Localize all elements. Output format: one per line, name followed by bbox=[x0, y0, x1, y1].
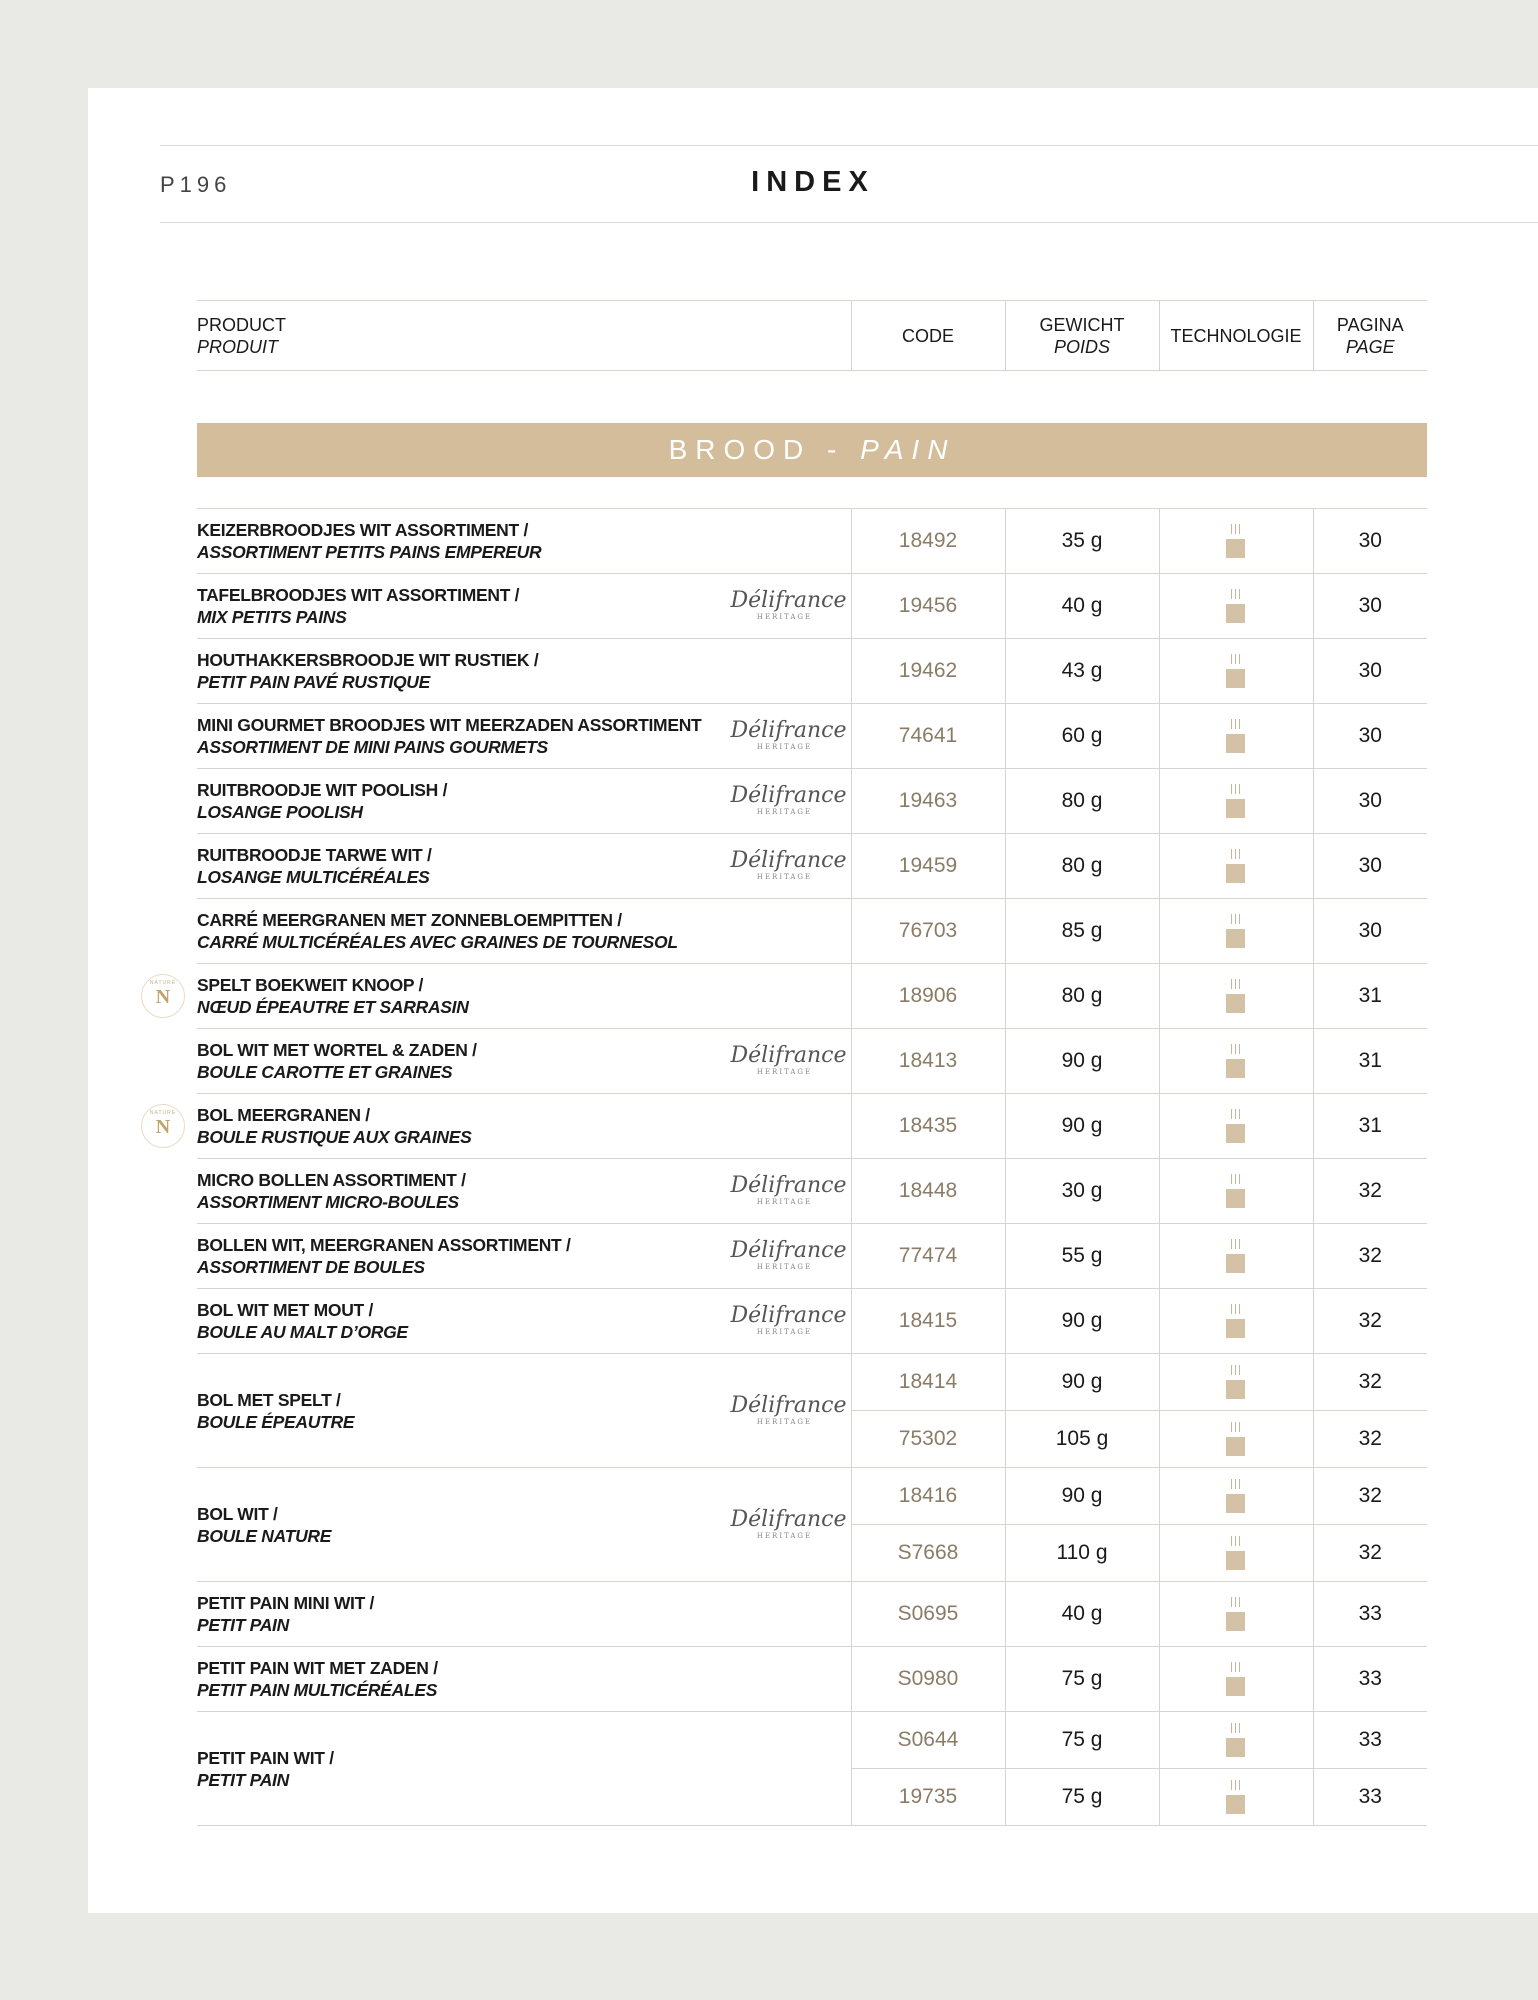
table-row bbox=[197, 509, 1427, 574]
technology-cell bbox=[1159, 509, 1313, 574]
product-weight: 43 g bbox=[1005, 639, 1159, 704]
technology-cell bbox=[1159, 1289, 1313, 1354]
product-name: RUITBROODJE WIT POOLISH / LOSANGE POOLISH Délifrance HERITAGE bbox=[197, 769, 851, 834]
technology-cell bbox=[1159, 1354, 1313, 1411]
column-header-technology: TECHNOLOGIE bbox=[1159, 301, 1313, 371]
column-header-weight: GEWICHT POIDS bbox=[1005, 301, 1159, 371]
table-row bbox=[197, 574, 1427, 639]
delifrance-heritage-logo: Délifrance HERITAGE bbox=[730, 1043, 847, 1076]
technology-cell bbox=[1159, 574, 1313, 639]
table-row bbox=[197, 964, 1427, 1029]
product-code: 18416 bbox=[851, 1468, 1005, 1525]
oven-steam-icon bbox=[1226, 979, 1246, 1013]
oven-steam-icon bbox=[1226, 1780, 1246, 1814]
technology-cell bbox=[1159, 1468, 1313, 1525]
product-page: 32 bbox=[1313, 1159, 1427, 1224]
oven-steam-icon bbox=[1226, 524, 1246, 558]
technology-cell bbox=[1159, 1582, 1313, 1647]
product-weight: 40 g bbox=[1005, 574, 1159, 639]
product-weight: 90 g bbox=[1005, 1354, 1159, 1411]
column-header-page: PAGINA PAGE bbox=[1313, 301, 1427, 371]
product-code: 18413 bbox=[851, 1029, 1005, 1094]
product-code: 19735 bbox=[851, 1769, 1005, 1826]
product-code: S0980 bbox=[851, 1647, 1005, 1712]
product-page: 31 bbox=[1313, 964, 1427, 1029]
oven-steam-icon bbox=[1226, 1662, 1246, 1696]
oven-steam-icon bbox=[1226, 914, 1246, 948]
product-code: 75302 bbox=[851, 1411, 1005, 1468]
technology-cell bbox=[1159, 1224, 1313, 1289]
delifrance-heritage-logo: Délifrance HERITAGE bbox=[730, 1506, 847, 1540]
table-row bbox=[197, 704, 1427, 769]
oven-steam-icon bbox=[1226, 1723, 1246, 1757]
technology-cell bbox=[1159, 1094, 1313, 1159]
product-page: 33 bbox=[1313, 1582, 1427, 1647]
product-code: S0695 bbox=[851, 1582, 1005, 1647]
table-row bbox=[197, 834, 1427, 899]
product-code: 19456 bbox=[851, 574, 1005, 639]
oven-steam-icon bbox=[1226, 654, 1246, 688]
oven-steam-icon bbox=[1226, 1597, 1246, 1631]
product-name: PETIT PAIN MINI WIT / PETIT PAIN bbox=[197, 1582, 851, 1647]
product-code: 18492 bbox=[851, 509, 1005, 574]
product-weight: 60 g bbox=[1005, 704, 1159, 769]
product-name: BOLLEN WIT, MEERGRANEN ASSORTIMENT / ASSORTIMENT DE BOULES Délifrance HERITAGE bbox=[197, 1224, 851, 1289]
product-name: TAFELBROODJES WIT ASSORTIMENT / MIX PETITS PAINS Délifrance HERITAGE bbox=[197, 574, 851, 639]
oven-steam-icon bbox=[1226, 1422, 1246, 1456]
product-page: 33 bbox=[1313, 1647, 1427, 1712]
header-bottom-rule bbox=[160, 222, 1538, 223]
technology-cell bbox=[1159, 899, 1313, 964]
table-row bbox=[197, 1029, 1427, 1094]
oven-steam-icon bbox=[1226, 1174, 1246, 1208]
product-code: 77474 bbox=[851, 1224, 1005, 1289]
oven-steam-icon bbox=[1226, 1044, 1246, 1078]
technology-cell bbox=[1159, 1525, 1313, 1582]
product-weight: 90 g bbox=[1005, 1094, 1159, 1159]
oven-steam-icon bbox=[1226, 719, 1246, 753]
product-page: 32 bbox=[1313, 1354, 1427, 1411]
page-number: P196 bbox=[160, 172, 232, 197]
oven-steam-icon bbox=[1226, 849, 1246, 883]
table-row bbox=[197, 1647, 1427, 1712]
technology-cell bbox=[1159, 769, 1313, 834]
product-code: 18415 bbox=[851, 1289, 1005, 1354]
table-row bbox=[197, 1094, 1427, 1159]
technology-cell bbox=[1159, 1712, 1313, 1769]
technology-cell bbox=[1159, 964, 1313, 1029]
product-page: 30 bbox=[1313, 574, 1427, 639]
delifrance-heritage-logo: Délifrance HERITAGE bbox=[730, 1173, 847, 1206]
product-code: 18414 bbox=[851, 1354, 1005, 1411]
oven-steam-icon bbox=[1226, 784, 1246, 818]
product-weight: 105 g bbox=[1005, 1411, 1159, 1468]
product-weight: 30 g bbox=[1005, 1159, 1159, 1224]
oven-steam-icon bbox=[1226, 1109, 1246, 1143]
product-weight: 80 g bbox=[1005, 834, 1159, 899]
product-page: 30 bbox=[1313, 509, 1427, 574]
product-name: BOL WIT MET WORTEL & ZADEN / BOULE CAROTTE ET GRAINES Délifrance HERITAGE bbox=[197, 1029, 851, 1094]
product-page: 33 bbox=[1313, 1769, 1427, 1826]
product-code: S7668 bbox=[851, 1525, 1005, 1582]
table-row bbox=[197, 1582, 1427, 1647]
product-name: BOL WIT / BOULE NATURE Délifrance HERITAGE bbox=[197, 1468, 851, 1582]
table-row bbox=[197, 1224, 1427, 1289]
oven-steam-icon bbox=[1226, 1304, 1246, 1338]
product-weight: 85 g bbox=[1005, 899, 1159, 964]
product-name: RUITBROODJE TARWE WIT / LOSANGE MULTICÉRÉALES Délifrance HERITAGE bbox=[197, 834, 851, 899]
table-row bbox=[197, 769, 1427, 834]
product-code: 19459 bbox=[851, 834, 1005, 899]
product-page: 32 bbox=[1313, 1468, 1427, 1525]
product-page: 30 bbox=[1313, 704, 1427, 769]
oven-steam-icon bbox=[1226, 1365, 1246, 1399]
product-name: NATURE N BOL MEERGRANEN / BOULE RUSTIQUE AUX GRAINES bbox=[197, 1094, 851, 1159]
delifrance-heritage-logo: Délifrance HERITAGE bbox=[730, 718, 847, 751]
product-name: PETIT PAIN WIT / PETIT PAIN bbox=[197, 1712, 851, 1826]
product-page: 32 bbox=[1313, 1289, 1427, 1354]
delifrance-heritage-logo: Délifrance HERITAGE bbox=[730, 848, 847, 881]
product-code: 18906 bbox=[851, 964, 1005, 1029]
delifrance-heritage-logo: Délifrance HERITAGE bbox=[730, 588, 847, 621]
technology-cell bbox=[1159, 1159, 1313, 1224]
product-name: CARRÉ MEERGRANEN MET ZONNEBLOEMPITTEN / CARRÉ MULTICÉRÉALES AVEC GRAINES DE TOURNESOL bbox=[197, 899, 851, 964]
column-header-code: CODE bbox=[851, 301, 1005, 371]
technology-cell bbox=[1159, 704, 1313, 769]
product-weight: 40 g bbox=[1005, 1582, 1159, 1647]
table-row bbox=[197, 1354, 1427, 1411]
product-weight: 110 g bbox=[1005, 1525, 1159, 1582]
header-top-rule bbox=[160, 145, 1538, 146]
product-code: 19463 bbox=[851, 769, 1005, 834]
product-page: 31 bbox=[1313, 1094, 1427, 1159]
product-name: HOUTHAKKERSBROODJE WIT RUSTIEK / PETIT PAIN PAVÉ RUSTIQUE bbox=[197, 639, 851, 704]
product-page: 32 bbox=[1313, 1224, 1427, 1289]
product-weight: 80 g bbox=[1005, 964, 1159, 1029]
product-code: 74641 bbox=[851, 704, 1005, 769]
product-weight: 80 g bbox=[1005, 769, 1159, 834]
product-code: 18435 bbox=[851, 1094, 1005, 1159]
oven-steam-icon bbox=[1226, 1239, 1246, 1273]
product-name: KEIZERBROODJES WIT ASSORTIMENT / ASSORTIMENT PETITS PAINS EMPEREUR bbox=[197, 509, 851, 574]
product-code: 19462 bbox=[851, 639, 1005, 704]
product-code: S0644 bbox=[851, 1712, 1005, 1769]
delifrance-heritage-logo: Délifrance HERITAGE bbox=[730, 1303, 847, 1336]
table-row bbox=[197, 1712, 1427, 1769]
table-header-row bbox=[197, 301, 1427, 371]
column-header-product: PRODUCT PRODUIT bbox=[197, 301, 851, 371]
product-weight: 75 g bbox=[1005, 1769, 1159, 1826]
product-name: PETIT PAIN WIT MET ZADEN / PETIT PAIN MULTICÉRÉALES bbox=[197, 1647, 851, 1712]
product-name: MINI GOURMET BROODJES WIT MEERZADEN ASSORTIMENT ASSORTIMENT DE MINI PAINS GOURMETS Délifrance HERITAGE bbox=[197, 704, 851, 769]
index-table bbox=[149, 300, 1427, 1826]
table-row bbox=[197, 639, 1427, 704]
oven-steam-icon bbox=[1226, 1479, 1246, 1513]
delifrance-heritage-logo: Délifrance HERITAGE bbox=[730, 1238, 847, 1271]
product-page: 33 bbox=[1313, 1712, 1427, 1769]
table-row bbox=[197, 1468, 1427, 1525]
product-weight: 35 g bbox=[1005, 509, 1159, 574]
technology-cell bbox=[1159, 1411, 1313, 1468]
product-weight: 90 g bbox=[1005, 1029, 1159, 1094]
delifrance-heritage-logo: Délifrance HERITAGE bbox=[730, 1392, 847, 1426]
page-title: INDEX bbox=[751, 166, 875, 198]
table-row bbox=[197, 1289, 1427, 1354]
product-page: 32 bbox=[1313, 1525, 1427, 1582]
technology-cell bbox=[1159, 639, 1313, 704]
product-code: 18448 bbox=[851, 1159, 1005, 1224]
product-name: BOL MET SPELT / BOULE ÉPEAUTRE Délifrance HERITAGE bbox=[197, 1354, 851, 1468]
product-page: 30 bbox=[1313, 639, 1427, 704]
product-weight: 55 g bbox=[1005, 1224, 1159, 1289]
technology-cell bbox=[1159, 1029, 1313, 1094]
product-code: 76703 bbox=[851, 899, 1005, 964]
product-page: 31 bbox=[1313, 1029, 1427, 1094]
table-row bbox=[197, 899, 1427, 964]
nature-badge-icon: NATURE N bbox=[141, 1104, 185, 1148]
section-banner: BROOD - PAIN bbox=[197, 423, 1427, 477]
nature-badge-icon: NATURE N bbox=[141, 974, 185, 1018]
technology-cell bbox=[1159, 1647, 1313, 1712]
product-weight: 90 g bbox=[1005, 1289, 1159, 1354]
oven-steam-icon bbox=[1226, 589, 1246, 623]
product-weight: 90 g bbox=[1005, 1468, 1159, 1525]
oven-steam-icon bbox=[1226, 1536, 1246, 1570]
product-weight: 75 g bbox=[1005, 1712, 1159, 1769]
delifrance-heritage-logo: Délifrance HERITAGE bbox=[730, 783, 847, 816]
table-row bbox=[197, 1159, 1427, 1224]
product-page: 30 bbox=[1313, 834, 1427, 899]
product-page: 30 bbox=[1313, 769, 1427, 834]
product-page: 30 bbox=[1313, 899, 1427, 964]
product-weight: 75 g bbox=[1005, 1647, 1159, 1712]
product-page: 32 bbox=[1313, 1411, 1427, 1468]
product-name: MICRO BOLLEN ASSORTIMENT / ASSORTIMENT MICRO-BOULES Délifrance HERITAGE bbox=[197, 1159, 851, 1224]
technology-cell bbox=[1159, 1769, 1313, 1826]
product-name: BOL WIT MET MOUT / BOULE AU MALT D’ORGE Délifrance HERITAGE bbox=[197, 1289, 851, 1354]
product-name: NATURE N SPELT BOEKWEIT KNOOP / NŒUD ÉPEAUTRE ET SARRASIN bbox=[197, 964, 851, 1029]
technology-cell bbox=[1159, 834, 1313, 899]
